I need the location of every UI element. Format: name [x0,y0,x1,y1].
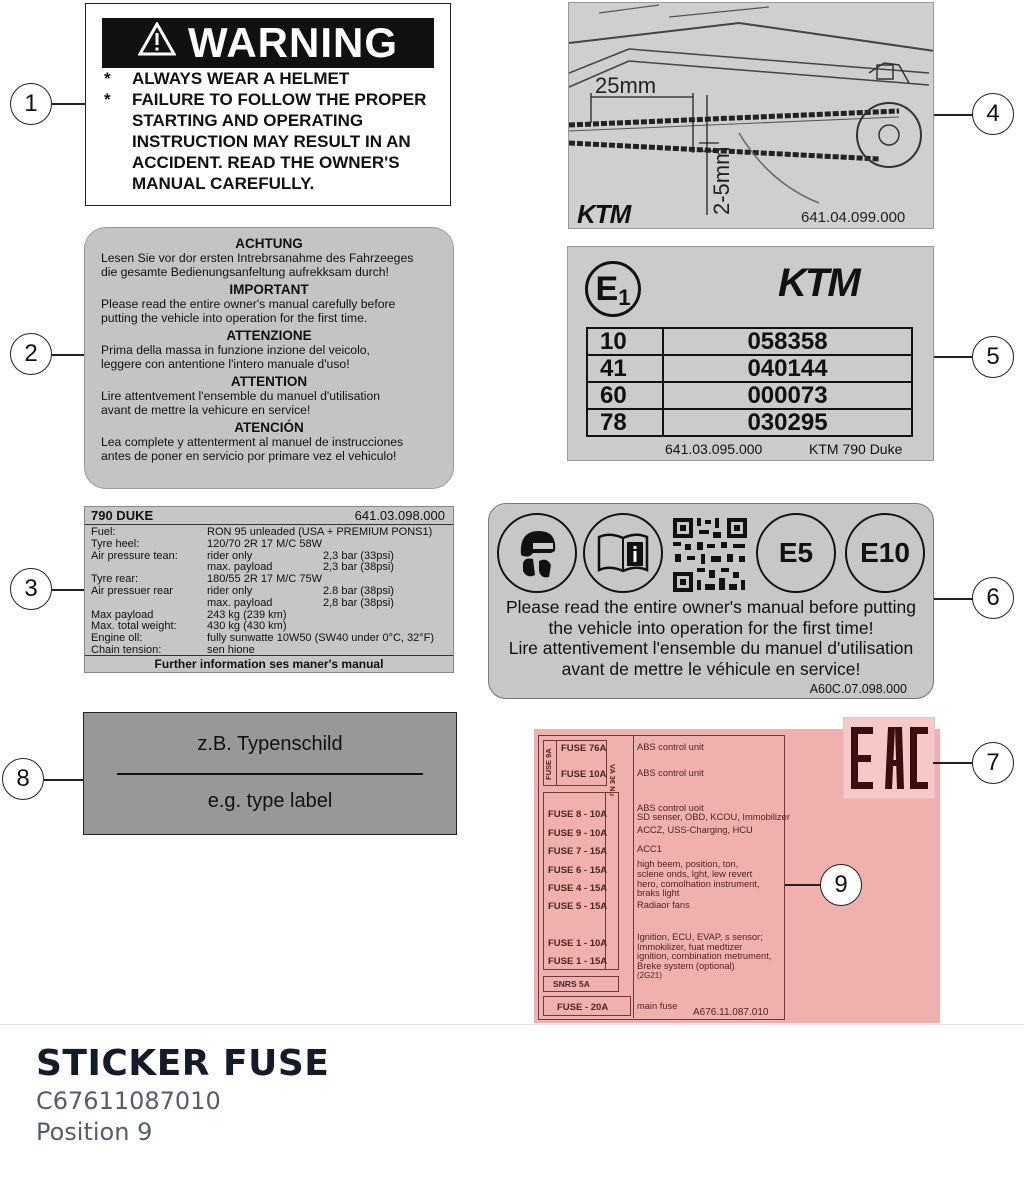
spec-cell: Chain tension: [91,644,162,656]
fuse-description: ignition, combination metrument, [637,951,772,961]
specifications-label [84,506,454,673]
type-label-placeholder [83,712,457,835]
warning-bullet: * ALWAYS WEAR A HELMET [104,69,350,88]
fuse-description: ACCZ, USS-Charging, HCU [637,825,753,835]
warning-label [85,3,451,206]
chain-part-number: 641.04.099.000 [801,209,906,226]
info-text-line: avant de mettre le véhicule en service! [561,659,861,679]
spec-cell: sen hione [207,644,255,656]
fuse-label: FUSE 76A [561,743,607,754]
spec-cell: Air pressuer rear [91,585,173,597]
fuse-label: FUSE 8 - 10A [548,809,608,820]
table-row: 60 000073 [587,382,912,409]
warning-bullet: * FAILURE TO FOLLOW THE PROPER [104,90,427,109]
specs-header [85,507,453,525]
notice-text: Lire attentvement l'ensemble du manuel d'utilisation avant de mettre la vehicure en service! [101,389,381,417]
fuse-description: sclene onds, lght, lew revert [637,869,753,879]
notice-text: Please read the entire owner's manual carefully before putting the vehicle into operation for the first time. [101,297,396,325]
warning-line: MANUAL CAREFULLY. [132,174,315,193]
spec-cell: Engine oll: [91,632,143,645]
callout-7: 7 [972,742,1014,784]
notice-text: Lesen Sie vor dor ersten Intrebrsanahme des Fahrzeeges die gesamte Bedienungsanfeltung aufrekksam durch! [101,251,414,279]
warning-line: STARTING AND OPERATING [132,111,364,130]
fuse-label: FUSE 1 - 15A [548,956,608,967]
callout-leader [933,762,973,764]
fuse-description: SD senser, OBD, KCOU, Immobilizer [637,812,790,822]
callout-leader [934,598,974,600]
spec-cell: 2,8 bar (38psi) [323,596,394,609]
spec-cell: Max payload [91,608,154,621]
fuse-description: ABS control unit [637,768,704,778]
spec-cell: 2,3 bar (33psi) [323,549,394,562]
fuse-description: braks light [637,888,680,898]
spec-cell: Fuel: [91,526,116,538]
fuse-label: FUSE 4 - 15A [548,883,608,894]
info-part-number: A60C.07.098.000 [809,682,907,696]
fuse-side-label: VA 3€ Nu [608,764,617,797]
table-row: 10 058358 [587,328,912,355]
spec-cell: 2.8 bar (38psi) [323,585,394,597]
notice-heading: ATTENTION [230,374,308,389]
dimension-vertical: 2-5mm [709,146,734,215]
typecode-part-number: 641.03.095.000 [665,441,763,457]
spec-cell: rider only [207,585,253,597]
callout-4: 4 [972,93,1014,135]
part-number: C67611087010 [36,1087,221,1115]
ktm-logo: KTM [778,261,859,305]
fuse-description: Breke system (optional) [637,961,735,971]
callout-leader [934,114,974,116]
callout-6: 6 [972,577,1014,619]
type-label-line-1: z.B. Typenschild [197,733,343,755]
chain-tension-label [568,2,934,229]
spec-cell: 430 kg (430 km) [207,620,287,633]
notice-text: Prima della massa in funzione inzione del veicolo, leggere con antentione l'intero manuale d'uso! [101,343,370,371]
callout-2: 2 [10,333,52,375]
fuse-description: (2G21) [637,971,662,980]
spec-cell: 2,3 bar (38psi) [323,561,394,574]
type-label-line-2: e.g. type label [207,790,333,812]
multilingual-notice-label [84,227,454,489]
callout-leader [44,779,83,781]
type-approval-label [567,246,934,461]
spec-cell: rider only [207,549,253,562]
spec-cell: fully sunwatte 10W50 (SW40 under 0°C, 32°F) [207,632,435,645]
dimension-horizontal: 25mm [595,73,657,98]
notice-text: Lea complete y attenterment al manuel de instrucciones antes de poner en servicio por primare vez el vehiculo! [101,435,404,463]
fuse-description: Immokilizer, fuat medtizer [637,942,743,952]
specs-part-number: 641.03.098.000 [354,508,445,523]
notice-heading: IMPORTANT [229,282,309,297]
callout-5: 5 [972,336,1014,378]
spec-cell: Air pressure tean: [91,549,178,562]
table-row: 41 040144 [587,355,912,382]
fuse-label: FUSE 6 - 15A [548,865,608,876]
warning-line: INSTRUCTION MAY RESULT IN AN [132,132,411,151]
fuse-description: Radiaor fans [637,900,690,910]
typecode-model: KTM 790 Duke [809,441,903,457]
footer-divider [0,1024,1024,1025]
fuse-label: SNRS 5A [553,979,590,989]
spec-cell: Max. total weight: [91,620,177,633]
eac-conformity-mark [843,717,935,799]
warning-header [102,18,434,68]
fuse-part-number: A676.11.087.010 [693,1007,769,1018]
e1-approval-mark: E 1 [585,261,641,317]
chain-diagram [569,3,934,229]
callout-8: 8 [2,758,44,800]
fuse-column-divider [633,736,634,1018]
fuse-label: FUSE - 20A [557,1002,609,1013]
ktm-logo: KTM [577,199,631,229]
e10-fuel-badge: E10 [845,513,925,593]
fuse-description: hero, comolhation instrument, [637,879,760,889]
callout-leader [785,884,821,886]
manual-info-icon [583,513,663,593]
svg-text:EAC: EAC [844,718,847,719]
spec-cell: Tyre rear: [91,573,139,586]
fuse-description: ABS control unit [637,742,704,752]
info-text-line: Lire attentivement l'ensemble du manuel d'utilisation [508,638,914,658]
fuse-description: ACC1 [637,844,662,854]
warning-line: ACCIDENT. READ THE OWNER'S [132,153,400,172]
helmet-gloves-icon [497,513,577,593]
fuse-description: main fuse [637,1001,678,1011]
warning-triangle-icon [138,22,176,65]
callout-leader [52,354,84,356]
info-text-line: Please read the entire owner's manual before putting [506,597,916,617]
specs-footer: Further information ses maner's manual [85,655,453,672]
fuse-label: FUSE 10A [561,769,607,780]
spec-cell: Tyre heel: [91,537,140,550]
owner-manual-info-label [488,503,934,699]
spec-cell: RON 95 unleaded (USA + PREMIUM PONS1) [207,526,433,538]
callout-3: 3 [10,568,52,610]
table-row: 78 030295 [587,409,912,436]
spec-cell: max. payload [207,596,273,609]
spec-cell: max. payload [207,561,273,574]
fuse-side-label: FUSE 9A [544,748,553,780]
fuse-label: FUSE 9 - 10A [548,828,608,839]
part-title: STICKER FUSE [36,1043,330,1084]
part-position: Position 9 [36,1118,153,1146]
spec-cell: 180/55 2R 17 M/C 75W [207,573,322,586]
notice-heading: ACHTUNG [235,236,303,251]
type-code-table [586,327,913,437]
fuse-description: high beem, position, ton, [637,859,739,869]
fuse-label: FUSE 1 - 10A [548,938,608,949]
spec-cell: 243 kg (239 km) [207,608,287,621]
specs-model: 790 DUKE [91,508,154,523]
eac-logo [844,718,934,798]
callout-leader [52,103,85,105]
qr-code-icon [671,516,749,594]
spec-cell: 120/70 2R 17 M/C 58W [207,537,322,550]
fuse-description: ABS control uoit [637,803,704,813]
notice-heading: ATENCIÓN [234,420,304,435]
fuse-description: Ignition, ECU, EVAP, s sensor; [637,932,763,942]
fuse-label: FUSE 7 - 15A [548,846,608,857]
type-label-divider [117,773,423,775]
notice-heading: ATTENZIONE [226,328,312,343]
callout-leader [934,356,974,358]
e5-fuel-badge: E5 [756,513,836,593]
callout-1: 1 [10,83,52,125]
info-text-line: the vehicle into operation for the first time! [548,618,874,638]
callout-leader [52,589,84,591]
fuse-label: FUSE 5 - 15A [548,901,608,912]
callout-9: 9 [820,864,862,906]
warning-title: WARNING [188,19,398,66]
